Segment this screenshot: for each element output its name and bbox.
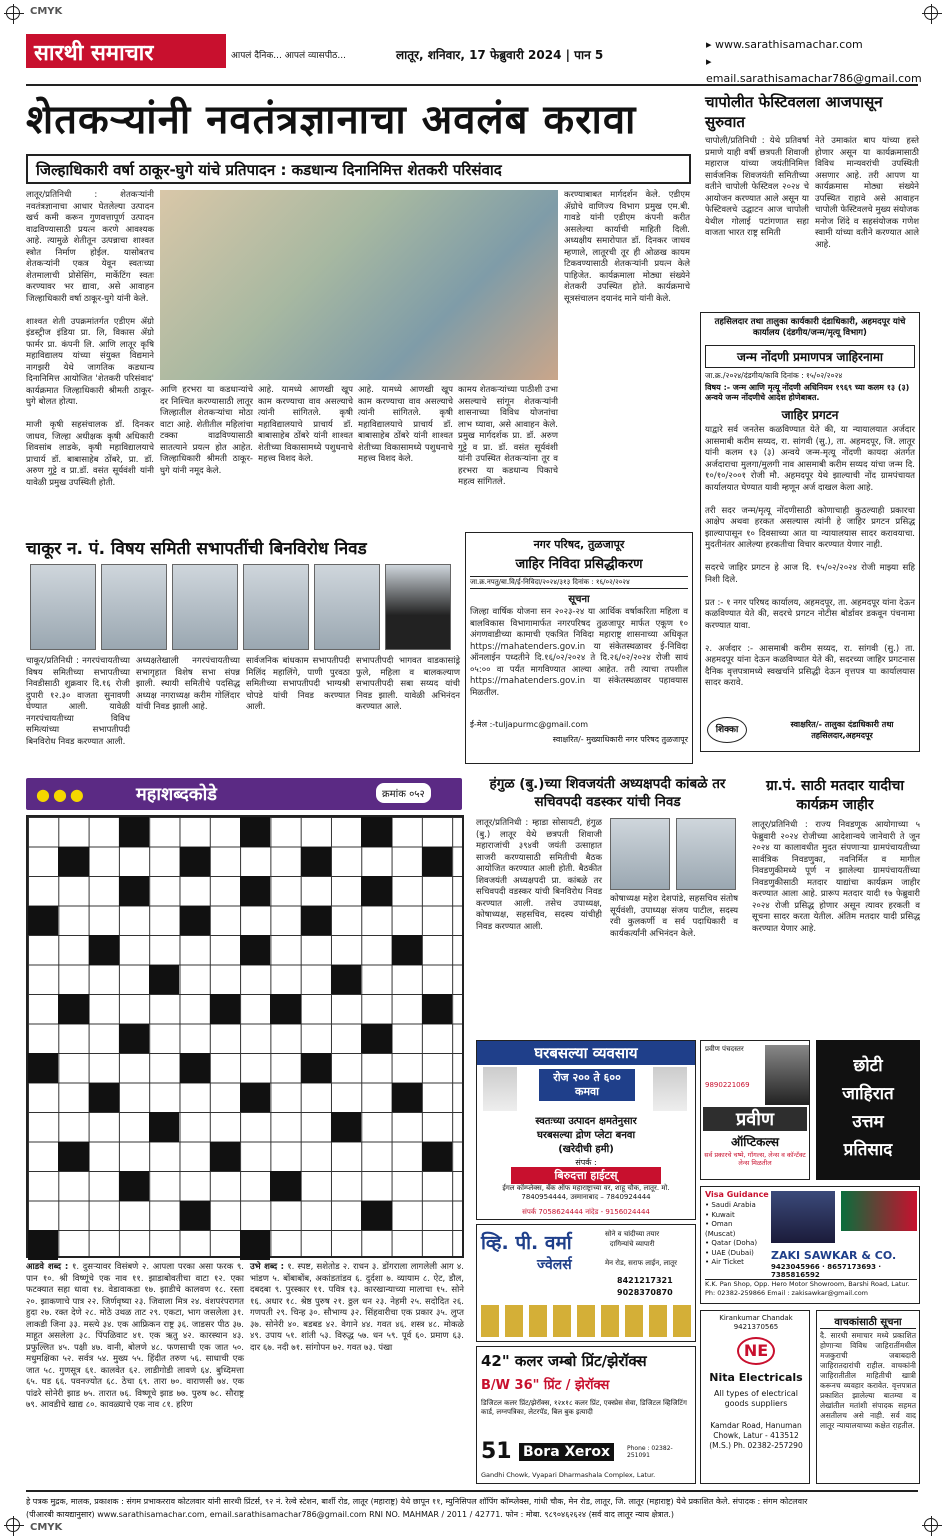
bora-headline: 42" कलर जम्बो प्रिंट/झेरॉक्स <box>481 1352 647 1370</box>
page-header <box>26 28 922 86</box>
crossword-black-cell <box>119 1171 149 1201</box>
business-ad-contact-label: संपर्क : <box>575 1158 597 1167</box>
crossword-black-cell <box>392 935 422 965</box>
crossword-header <box>26 778 462 810</box>
business-ad-title: घरबसल्या व्यवसाय <box>477 1041 695 1065</box>
zaki-country-item: • UAE (Dubai) <box>705 1248 754 1257</box>
voters-title: ग्रा.पं. साठी मतदार यादीचा कार्यक्रम जाहीर <box>765 778 905 813</box>
bora-address: Gandhi Chowk, Vyapari Dharmashala Complex, Latur. <box>481 1471 656 1479</box>
birth-notice-sign: स्वाक्षरित/- तालुका दंडाधिकारी तथा तहसिलदार,अहमदपूर <box>790 720 894 740</box>
bora-name: Bora Xerox <box>519 1443 614 1461</box>
nita-ad <box>700 1310 810 1484</box>
nita-logo-icon: NE <box>737 1337 775 1365</box>
verma-address: मेन रोड, सराफ लाईन, लातूर <box>605 1259 677 1267</box>
portrait <box>610 818 670 890</box>
festival-title: चापोलीत फेस्टिवलला आजपासून सुरुवात <box>705 93 883 131</box>
model-photo <box>765 1045 809 1105</box>
portrait <box>385 564 451 650</box>
crossword-black-cell <box>149 1112 179 1142</box>
zaki-address <box>705 1279 917 1298</box>
website-link[interactable]: www.sarathisamachar.com <box>715 38 863 51</box>
praveen-name: प्रवीण <box>703 1107 807 1131</box>
masthead: सारथी समाचार <box>26 34 226 68</box>
crossword-black-cell <box>361 876 391 906</box>
portrait <box>101 564 167 650</box>
crossword-black-cell <box>422 1142 452 1172</box>
verma-name: व्हि. पी. वर्मा <box>481 1232 572 1254</box>
birth-notice-body: याद्वारे सर्व जनतेस कळविण्यात येते की, या न्यायालयात अर्जदार आसमाबी करीम सय्यद, रा. सांगवी (सु.), ता. अहमदपूर, जि. लातूर यांनी कलम १३ (३) अन्वये जन्म-मृत्यू नोंदणी कायदा अंतर्गत अर्जदाराचा मुलगा/मुलगी नाव आसमाबी करीम सय्यद यांचा जन्म दि. १०/१०/२००१ रोजी मौ. अहमदपूर येथे झाल्याची नोंद ग्रामपंचायत कार्यालयात घेण्यात यावी म्हणून अर्ज दाखल केला आहे. तरी सदर जन्म/मृत्यू नोंदणीसाठी कोणाचाही कुठल्याही प्रकारचा आक्षेप अथवा हरकत असल्यास त्यांनी हे जाहिर प्रगटन प्रसिद्ध झाल्यापासून १० दिवसाच्या आत या न्यायालयास सादर करावयाचा. मुदतीनंतर आलेल्या हरकतीचा विचार करण्यात येणार नाही. सदरचे जाहिर प्रगटन हे आज दि. १५/०२/२०२४ रोजी माझ्या सहि निशी दिले. प्रत :- १ नगर परिषद कार्यालय, अहमदपूर, ता. अहमदपूर यांना देऊन कळविण्यात येते की, सदरचे प्रगटन नोटीस बोर्डावर डकवून पंचनामा करण्यात यावा. २. अर्जदार :- आसमाबी करीम सय्यद, रा. सांगवी (सु.) ता. अहमदपूर यांना देऊन कळविण्यात येते की, सदरच्या जाहिर प्रगटनास दैनिक वृत्तपत्रामध्ये स्वखर्चाने प्रसिद्धी देऊन वृत्तपत्र या कार्यालयास सादर करावे. <box>705 425 915 688</box>
lead-photo <box>160 190 558 380</box>
zaki-country-item: • Kuwait <box>705 1210 735 1219</box>
crossword-title: महाशब्दकोडे <box>136 784 217 805</box>
tagline: आपलं दैनिक... आपलं व्यासपीठ... <box>231 51 346 61</box>
business-ad-company: बिरुदत्ता हाईटस् <box>511 1167 661 1184</box>
business-ad-line1: स्वतःच्या उत्पादन क्षमतेनुसार <box>535 1116 637 1127</box>
classified-line2: जाहिरात <box>842 1084 894 1104</box>
nita-desc: All types of electrical goods suppliers <box>714 1389 798 1408</box>
registration-mark-icon <box>924 1518 938 1532</box>
crossword-black-cell <box>28 1053 58 1083</box>
crossword-black-cell <box>28 1230 58 1260</box>
across-label: आडवे शब्द : <box>26 1262 69 1272</box>
portrait <box>172 564 238 650</box>
crossword-black-cell <box>89 1083 119 1113</box>
tender-sign: स्वाक्षरित/- मुख्याधिकारी नगर परिषद तुळजापूर <box>552 735 688 744</box>
verma-sub: ज्वेलर्स <box>537 1257 572 1273</box>
crossword-across <box>26 1262 244 1484</box>
crossword-down <box>250 1262 464 1484</box>
crossword-black-cell <box>301 1053 331 1083</box>
crossword-black-cell <box>240 1083 270 1113</box>
crossword-black-cell <box>180 847 210 877</box>
readers-title: वाचकांसाठी सूचना <box>820 1314 916 1329</box>
crossword-black-cell <box>270 994 300 1024</box>
imprint-line1: हे पत्रक मुद्रक, मालक, प्रकाशक : संगम प्रभाकरराव कोटलवार यांनी सारथी प्रिंटर्स, ९२ नं. रेल्वे स्टेशन, बार्शी रोड, लातूर (महाराष्ट्र) येथे छापून ११, म्युनिसिपल शॉपिंग कॉम्प्लेक्स, गांधी चौक, मेन रोड, लातूर, जि. लातूर (महाराष्ट्र) येथे प्रकाशित केले. संपादक : संगम कोटलवार <box>26 1497 808 1506</box>
lead-subhead: जिल्हाधिकारी वर्षा ठाकूर-घुगे यांचे प्रतिपादन : कडधान्य दिनानिमित्त शेतकरी परिसंवाद <box>26 154 691 184</box>
verma-phones <box>617 1275 673 1299</box>
crossword-black-cell <box>180 1201 210 1231</box>
nita-owner-name: Kirankumar Chandak <box>719 1314 793 1322</box>
tender-notice <box>465 532 693 764</box>
crossword-black-cell <box>331 1112 361 1142</box>
zaki-visa: Visa Guidance <box>705 1190 769 1199</box>
imprint-line2: (पीआरबी कायद्यानुसार) www.sarathisamachar.com, email.sarathisamachar786@gmail.com RNI NO. MAHMAR / 2011 / 42771. फोन : मोबा. ९८९०४६२६२४ (सर्व वाद लातूर न्याय क्षेत्रात.) <box>26 1510 674 1519</box>
chakur-column-4: सभापतीपदी भागवत वाडकासांड्रे फुले, महिला व बालकल्याण सभापतीपदी सबा सय्यद यांची निवड झाली. यावेळी अभिनंदन करण्यात आले. <box>356 656 460 712</box>
praveen-ad <box>700 1040 810 1180</box>
business-ad-line2: घरबसल्या द्रोण प्लेटा बनवा <box>536 1130 636 1141</box>
crossword-black-cell <box>119 876 149 906</box>
praveen-note: सर्व प्रकारचे चष्मे, गॉगल्स, लेन्स व कॉन्टॅक्ट लेन्स मिळतील <box>704 1151 806 1167</box>
praveen-sub: ऑप्टिकल्स <box>730 1135 780 1149</box>
readers-notice <box>816 1310 920 1484</box>
verma-ad <box>476 1224 696 1342</box>
crossword-black-cell <box>331 965 361 995</box>
jewelry-strip <box>481 1305 693 1337</box>
lead-column-3b: आहे. यामध्ये आणखी खूप काम करण्याचा वाव असल्याचे त्यांनी सांगितले. कृषी महाविद्यालयाचे प्राचार्य डॉ. बाबासाहेब ठोंबरे यांनी शाश्वत शेतीच्या विकासामध्ये पशुधनाचे महत्त्व विशद केले. <box>358 385 453 464</box>
crossword-issue: क्रमांक ०५२ <box>376 783 431 803</box>
crossword-black-cell <box>180 1053 210 1083</box>
verma-tag <box>605 1229 659 1249</box>
cmyk-mark: CMYK <box>30 6 63 17</box>
bora-desc: डिजिटल कलर प्रिंट/झेरॉक्स, १२x१८ कलर प्रिंट, एक्स्प्रेस सेवा, डिजिटल व्हिजिटिंग कार्ड, लग्नपत्रिका, लेटरपॅड, बिल बुक इत्यादी <box>481 1399 687 1416</box>
nita-name: Nita Electricals <box>709 1371 803 1384</box>
portrait <box>676 818 736 890</box>
lead-column-1: लातूर/प्रतिनिधी : शेतकऱ्यांनी नवतंत्रज्ञानाचा आधार घेतलेल्या उत्पादन खर्च कमी करून गुणवत्तापूर्ण उत्पादन वाढविण्यासाठी प्रयत्न करणे आवश्यक आहे. त्यामुळे शेतीतून उत्पन्नाचा शाश्वत स्त्रोत निर्माण होईल. यासोबतच शेतकऱ्यांनी एकत्र येवून स्वतःच्या शेतमालाची प्रोसेसिंग, मार्केटिंग स्वतः करण्यावर भर द्यावा, असे आवाहन जिल्हाधिकारी वर्षा ठाकूर-घुगे यांनी केले. शाश्वत शेती उपक्रमांतर्गत एडीएम ॲग्रो इंडस्ट्रीज इंडिया प्रा. लि, विकास ॲग्रो फार्मर प्रा. कंपनी लि. आणि लातूर कृषि महाविद्यालय यांच्या संयुक्त विद्यमाने नागझरी येथे जागतिक कडधान्य दिनानिमित्त आयोजित 'शेतकरी परिसंवाद' कार्यक्रमात जिल्हाधिकारी श्रीमती ठाकूर-घुगे बोलत होत्या. माजी कृषी सहसंचालक डॉ. दिनकर जाधव, जिल्हा अधीक्षक कृषी अधिकारी शिवसांब लाडके, कृषी महाविद्यालयाचे प्राचार्य डॉ. बाबासाहेब ठोंबरे, प्रा. डॉ. अरुण गुट्टे व प्रा.डॉ. वसंत सूर्यवंशी यांनी यावेळी प्रमुख उपस्थिती होती. <box>26 190 154 488</box>
festival-column-2: नेते उमाकांत बाप यांच्या हस्ते होणार असून या कार्यक्रमासाठी विविध मान्यवरांची उपस्थिती असणार आहे. तरी आपण या कार्यक्रमास मोठ्या संख्येने उपस्थित राहावे असे आवाहन चापोली फेस्टिवलचे मुख्य संयोजक मनोज शिंदे व सहसंयोजक गणेश स्वामी यांच्या वतीने करण्यात आले आहे. <box>815 136 919 250</box>
tender-email[interactable]: ई-मेल :-tuljapurmc@gmail.com <box>470 720 589 729</box>
lead-column-3: आहे. यामध्ये आणखी खूप काम करण्याचा वाव असल्याचे त्यांनी सांगितले. कृषी महाविद्यालयाचे प्राचार्य डॉ. बाबासाहेब ठोंबरे यांनी शाश्वत शेतीच्या विकासामध्ये पशुधनाचे महत्त्व विशद केले. <box>258 385 353 464</box>
across-clues: १. दुसऱ्यावर विसंबणे २. आपला परका असा फरक ९. पान १०. श्री विष्णूंचे एक नाव ११. झाडाबोवतीचा वाटा १२. एका फटक्यात सहा धावा १४. वेडावाकडा १७. झाडीचे कालवण १८. रस्ता २०. झाकणाचे पात्र २२. जिर्णवृष्या २३. जिवाला मित्र २४. वंशपरंपरागत हुदा २७. रक्त देणे २८. मोठे उथळ ताट २९. एकटा, भाग जसलेला ३१. लाकडी जिना ३३. मस्त्ये ३४. एक आफ्रिकन राष्ट्र ३६. जाडसर पीठ ३७. माहूत असलेला ३८. पिंपळिवाट ४१. एक ऋतु ४२. कारस्थान ४३. प्रफुल्लित ४५. पक्षी ४७. वानी, बोलणे ४८. फणसाची एक जात ५०. मधुमक्षिका ५२. सर्वत्र ५४. मुख्य ५५. हिंदीत तरुण ५६. साधाची एक जात ५८. गुणसूत्र ६१. कालवेत ६२. लाडीगोडी लावणे ६४. बुध्दिमत्ता ६५. घड ६६. पवनज्योत ६८. ठेचा ६९. तारा ७०. वाराणसी ७४. एक पांढरे सोनेरी झाड ७५. तारात ७६. विष्णूचे झाड ७७. पुरुष ७८. सौराष्ट्र ७९. आवडीचे खाद्य ८०. कावळ्याचे एक नाव ८१. हरिण <box>26 1262 245 1410</box>
zaki-phones[interactable]: 9423045966 · 8657173693 · 7385816592 <box>771 1263 882 1279</box>
crossword-black-cell <box>210 1142 240 1172</box>
verma-phone1[interactable]: 8421217321 <box>617 1276 673 1285</box>
tender-heading: सूचना <box>568 594 590 605</box>
crossword-black-cell <box>89 935 119 965</box>
praveen-label: प्रवीण पंचदस्तर <box>705 1045 744 1053</box>
crossword-black-cell <box>180 906 210 936</box>
bora-bw: B/W 36" प्रिंट / झेरॉक्स <box>481 1378 610 1393</box>
crossword-black-cell <box>58 1142 88 1172</box>
classified-line4: प्रतिसाद <box>843 1140 893 1160</box>
classified-line1: छोटी <box>853 1056 883 1076</box>
zaki-ad <box>700 1186 920 1304</box>
crossword-black-cell <box>240 1230 270 1260</box>
crossword-black-cell <box>422 847 452 877</box>
crossword-black-cell <box>301 906 331 936</box>
nita-mobile[interactable]: 9421370565 <box>733 1323 779 1331</box>
classified-line3: उत्तम <box>852 1112 884 1132</box>
zaki-address-line: K.K. Pan Shop, Opp. Hero Motor Showroom, Barshi Road, Latur. <box>705 1280 910 1288</box>
crossword-black-cell <box>361 817 391 847</box>
lead-headline: शेतकऱ्यांनी नवतंत्रज्ञानाचा अवलंब करावा <box>26 97 637 143</box>
crossword-black-cell <box>270 1171 300 1201</box>
birth-notice-title: जन्म नोंदणी प्रमाणपत्र जाहिरनामा <box>705 345 915 368</box>
hangul-body: लातूर/प्रतिनिधी : म्हाडा सोसायटी, हंगुळ (बु.) लातूर येथे छत्रपती शिवाजी महाराजांची ३९४वी जयंती उत्साहात साजरी करण्यासाठी समितीची बैठक आयोजित करण्यात आली होती. बैठकीत शिवजयंती अध्यक्षपदी प्रा. कांबळे तर सचिवपदी वडस्कर यांची बिनविरोध निवड करण्यात आली. तसेच उपाध्यक्ष, कोषाध्यक्ष, सहसचिव, सदस्य यांचीही निवड करण्यात आली. <box>476 818 602 932</box>
lead-column-4: कामय शेतकऱ्यांच्या पाठीशी उभा असल्याचे सांगून शेतकऱ्यांनी शासनाच्या विविध योजनांचा लाभ घ्यावा, असे आवाहन केले. प्रमुख मार्गदर्शक प्रा. डॉ. अरुण गुट्टे व प्रा. डॉ. वसंत सूर्यवंशी यांनी उपस्थित शेतकऱ्यांना तूर व हरभरा या कडधान्य पिकाचे महत्व सांगितले. <box>458 385 558 487</box>
down-clues: १. स्पष्ट, सशेतोड २. राधन ३. डोंगराला लागलेली आग ४. भांडण ५. बोंबाबोंब, अकांडतांडव ६. दुर्दशा ७. व्यायाम ८. ऐट, डौल, दबदबा ९. पुरस्कार ११. पवित्र १३. कारखान्याच्या मालाचा १५. सोने १६. अधार १८. श्रेष्ठ पुरुष २१. ठ्ठल धन २३. नेहमी २५. सदोदित २६. गणपती २९. चिन्ह ३०. सौभाग्य ३२. सिंहवारीचा एक प्रकार ३५. लुप्त ३७. सोनेरी ४०. बडबड ४२. वेगाने ४४. गवत ४६. शस्त्र ४८. मोकळे ४९. उपाय ५१. शांती ५३. विरुद्ध ५७. धन ५९. पूर्व ६०. प्रमाण ६३. दार ६७. नदी ७१. सांगोपन ७२. गवत ७३. पंखा <box>250 1262 464 1353</box>
chakur-column-3: सार्वजनिक बांधकाम सभापतीपदी मिलिंद महालिंगे, पाणी पुरवठा समितीच्या सभापतीपदी भाग्यश्री चोपडे यांची निवड करण्यात आली. <box>246 656 350 712</box>
chakur-column-2: अध्यक्षतेखाली नगरपंचायतीच्या सभागृहात विशेष सभा संपन्न झाली. स्थायी समितीचे पदसिद्ध अध्यक्ष नगराध्यक्ष करीम गोलिंदार यांची निवड झाली आहे. <box>136 656 240 712</box>
portrait <box>314 564 380 650</box>
crossword-black-cell <box>149 965 179 995</box>
verma-tag2: दागिन्यांचे व्यापारी <box>609 1240 655 1248</box>
festival-column-1: चापोली/प्रतिनिधी : येथे प्रतिवर्षा प्रमाणे याही वर्षी छत्रपती शिवाजी महाराज यांच्या जयंतीनिमित्त सार्वजनिक शिवजयंती समितीच्या वतीने चापोली फेस्टिवल २०२४ चे आयोजन करण्यात आले असून या फेस्टिवलचे उद्घाटन आज चापोली येथील गोलाई पटांगणात सहा वाजता भारत राष्ट्र समिती <box>705 136 809 238</box>
verma-phone2[interactable]: 9028370870 <box>617 1288 673 1297</box>
tender-office: नगर परिषद, तुळजापूर <box>533 538 625 551</box>
crossword-black-cell <box>392 1083 422 1113</box>
birth-notice-ref: जा.क्र./२०२४/दंडगीय/कावि दिनांक : १५/०२/२०२४ <box>705 371 843 380</box>
hangul-title: हंगुळ (बु.)च्या शिवजयंती अध्यक्षपदी कांबळे तर सचिवपदी वडस्कर यांची निवड <box>489 776 726 810</box>
business-ad-nanded[interactable]: संपर्क 7058624444 नांदेड - 9156024444 <box>522 1208 650 1216</box>
crossword-black-cell <box>240 876 270 906</box>
cmyk-mark-bottom: CMYK <box>30 1522 63 1533</box>
business-ad-line3: (खरेदीची हमी) <box>558 1144 614 1155</box>
dateline: लातूर, शनिवार, 17 फेब्रुवारी 2024 | पान 5 <box>396 48 604 62</box>
crossword-grid[interactable] <box>26 815 464 1258</box>
plate-icon <box>653 1067 687 1111</box>
tender-body: जिल्हा वार्षिक योजना सन २०२३-२४ या आर्थिक वर्षाकरिता महिला व बालविकास विभागामार्फत नगरपरिषद तुळजापूर मार्फत एकूण १० अंगणवाडीच्या कामाची एकत्रित निविदा महाराष्ट्र शासनाच्या अधिकृत https://mahatenders.gov.in या संकेतस्थळावर ई-निविदा ऑनलाईन पध्दतीने दि.१६/०२/२०२४ ते दि.२६/०२/२०२४ रोजी सायं ०५:०० वा पर्यंत मागविण्यात आल्या आहेत. तरी त्याचा तपशील https://mahatenders.gov.in या संकेतस्थळावर पहावयास मिळतील. <box>470 607 688 698</box>
zaki-name: ZAKI SAWKAR & CO. <box>771 1249 897 1262</box>
flags-icon <box>841 1191 917 1231</box>
portrait <box>243 564 309 650</box>
crossword-black-cell <box>361 1024 391 1054</box>
readers-body: दै. सारथी समाचार मध्ये प्रकाशित होणाऱ्या विविध जाहिरातींमधील मजकुराची जबाबदारी जाहिरातदारांची राहील. वाचकांनी जाहिरातीतील माहितीची खात्री करूनच व्यवहार करावेत. वृत्तपत्रात प्रकाशित झालेल्या बातम्या व लेखांतील मतांशी संपादक सहमत असतीलच असे नाही. सर्व वाद लातूर न्यायालयाच्या कक्षेत राहतील. <box>820 1331 916 1430</box>
birth-notice-subject: विषय :- जन्म आणि मृत्यू नोंदणी अधिनियम १९६९ च्या कलम १३ (३) अन्वये जन्म नोंदणीचे आदेश होणेबाबत. <box>705 383 910 402</box>
email-link[interactable]: email.sarathisamachar786@gmail.com <box>706 72 922 85</box>
contact-block: ▸ www.sarathisamachar.com ▸ email.sarathisamachar786@gmail.com <box>706 38 922 85</box>
zaki-country-item: • Qatar (Doha) <box>705 1239 758 1247</box>
crossword-black-cell <box>361 1201 391 1231</box>
hangul-caption: कोषाध्यक्ष महेश देशपांडे, सहसचिव संतोष सूर्यवंशी, उपाध्यक्ष संजय पाटील, सदस्य रवी कुलकर्णी व सर्व पदाधिकारी व कार्यकर्त्यांनी अभिनंदन केले. <box>610 894 738 939</box>
business-ad-address: ईगल कॉम्प्लेक्स, बँक ऑफ महाराष्ट्राच्या वर, शाहू चौक, लातूर. मो. 7840954444, उस्मानाबाद – 7840924444 <box>502 1184 670 1201</box>
birth-notice <box>700 312 920 752</box>
chakur-column-1: चाकूर/प्रतिनिधी : नगरपंचायतीच्या विषय समितीच्या सभापतीच्या निवडीसाठी शुक्रवार दि.१६ रोजी दुपारी १२.३० वाजता सुनावणी घेण्यात आली. यावेळी नगरपंचायतीच्या विविध समित्यांच्या सभापतीपदी बिनविरोध निवड करण्यात आली. <box>26 656 130 747</box>
crossword-black-cell <box>58 994 88 1024</box>
stamp: शिक्का <box>707 717 747 743</box>
registration-mark-icon <box>6 1518 20 1532</box>
crossword-black-cell <box>422 994 452 1024</box>
bora-ad <box>476 1346 696 1484</box>
voters-body: लातूर/प्रतिनिधी : राज्य निवडणूक आयोगाच्या ५ फेब्रुवारी २०२४ रोजीच्या आदेशान्वये जानेवारी ते जून २०२४ या कालावधीत मुदत संपणाऱ्या ग्रामपंचायतीच्या सार्वत्रिक निवडणुका, नवनिर्मित व मागील निवडणुकीमध्ये पूर्ण न झालेल्या ग्रामपंचायतींच्या निवडणुकीसाठी मतदार याद्यांचा कार्यक्रम जाहीर करण्यात आला आहे. प्रारूप मतदार यादी १७ फेब्रुवारी २०२४ रोजी प्रसिद्ध होणार असून त्यावर हरकती व सूचना सादर करता येतील. अंतिम मतदार यादी प्रसिद्ध करण्यात येणार आहे. <box>752 820 920 934</box>
zaki-countries <box>705 1201 765 1268</box>
passport-icon <box>771 1191 835 1243</box>
zaki-ph-line: Ph: 02382-259866 Email : zakisawkar@gmail.com <box>705 1289 869 1297</box>
registration-mark-icon <box>924 6 938 20</box>
bora-number: 51 <box>481 1439 512 1464</box>
plate-icon <box>483 1067 517 1111</box>
zaki-country-item: • Saudi Arabia <box>705 1201 756 1209</box>
crossword-black-cell <box>301 847 331 877</box>
dots-decoration-icon: ●●● <box>36 785 87 804</box>
zaki-country-item: • Oman (Muscat) <box>705 1220 736 1238</box>
tender-ref: जा.क्र.नपतु/बा.वि/ई-निविदा/२०२४/३१३ दिनांक : १६/०२/२०२४ <box>470 576 688 589</box>
down-label: उभे शब्द : <box>250 1262 285 1272</box>
crossword-black-cell <box>58 847 88 877</box>
chakur-title: चाकूर न. पं. विषय समिती सभापतींची बिनविरोध निवड <box>26 539 367 559</box>
tender-title: जाहिर निविदा प्रसिद्धीकरण <box>515 557 643 572</box>
business-ad <box>476 1040 696 1220</box>
crossword-black-cell <box>119 817 149 847</box>
zaki-country-item: • Air Ticket <box>705 1258 744 1266</box>
birth-notice-office: तहसिलदार तथा तालुका कार्यकारी दंडाधिकारी, अहमदपूर यांचे कार्यालय (दंडगीय/जन्म/मृत्यू विभाग) <box>714 317 906 338</box>
bora-phone[interactable]: Phone : 02382-251091 <box>627 1445 673 1459</box>
imprint-footer <box>26 1490 918 1522</box>
crossword-black-cell <box>240 817 270 847</box>
business-ad-earn: रोज २०० ते ६०० कमवा <box>539 1069 635 1101</box>
verma-tag1: सोने व चांदीच्या तयार <box>605 1230 660 1238</box>
registration-mark-icon <box>6 6 20 20</box>
nita-owner <box>703 1314 809 1332</box>
classified-ad <box>816 1040 920 1180</box>
crossword-black-cell <box>119 1024 149 1054</box>
praveen-phone[interactable]: 9890221069 <box>705 1081 750 1089</box>
lead-column-5: करण्याबाबत मार्गदर्शन केले. एडीएम ॲग्रोचे वाणिज्य विभाग प्रमुख एम.बी. गावडे यांनी एडीएम कंपनी करीत असलेल्या कार्याची माहिती दिली. अध्यक्षीय समारोपात डॉ. दिनकर जाधव म्हणाले, लातूरची तूर ही ओळख कायम टिकवण्यासाठी शेतकऱ्यांनी प्रयत्न केले पाहिजेत. कार्यक्रमाला मोठ्या संख्येने शेतकरी उपस्थित होते. कार्यक्रमाचे सूत्रसंचालन दयानंद माने यांनी केले. <box>564 190 690 304</box>
birth-notice-heading: जाहिर प्रगटन <box>781 408 839 422</box>
crossword-black-cell <box>240 935 270 965</box>
nita-addr: Kamdar Road, Hanuman Chowk, Latur - 413512 (M.S.) Ph. 02382-257290 <box>709 1421 803 1450</box>
lead-column-2: आणि हरभरा या कडधान्यांचे दर निश्चित करण्यासाठी लातूर जिल्हातील शेतकऱ्यांचा मोठा वाटा आहे. शेतीतील महिलांचा टक्का वाढविण्यासाठी सातत्याने प्रयत्न होत आहेत. जिल्हाधिकारी श्रीमती ठाकूर-घुगे यांनी नमूद केले. <box>160 385 253 476</box>
crossword-black-cell <box>28 906 58 936</box>
crossword-black-cell <box>210 994 240 1024</box>
portrait <box>30 564 96 650</box>
